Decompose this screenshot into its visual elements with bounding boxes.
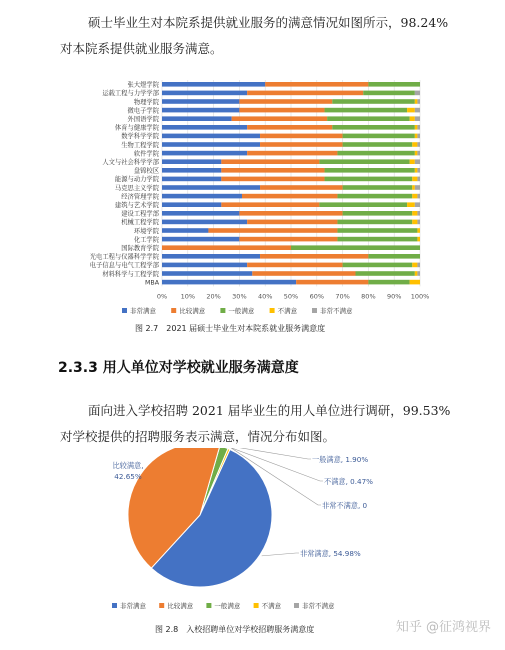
bar-segment (415, 108, 420, 113)
bar-segment (162, 220, 247, 225)
bar-segment (162, 263, 247, 268)
bar-segment (415, 271, 418, 276)
slice-label: 非常满意, 54.98% (300, 549, 361, 558)
bar-segment (412, 211, 417, 216)
bar-segment (417, 151, 420, 156)
category-label: 光电工程与仪器科学学院 (89, 253, 159, 261)
bar-segment (412, 220, 417, 225)
bar-segment (296, 280, 368, 285)
x-tick-label: 100% (410, 292, 430, 301)
legend-swatch (206, 603, 211, 608)
intro-line-1: 硕士毕业生对本院系提供就业服务的满意情况如图所示，98.24% (88, 15, 449, 30)
slice-label: 非常不满意, 0 (322, 501, 368, 510)
bar-segment (221, 168, 324, 173)
bar-segment (417, 168, 420, 173)
bar-segment (162, 159, 221, 164)
bar-segment (208, 228, 337, 233)
category-label: 环境学院 (133, 227, 159, 235)
bar-segment (337, 237, 417, 242)
bar-segment (332, 125, 415, 130)
bar-segment (417, 142, 420, 147)
bar-segment (412, 185, 415, 190)
bar-segment (325, 108, 408, 113)
bar-segment (368, 82, 420, 87)
bar-segment (221, 202, 319, 207)
bar-segment (412, 263, 417, 268)
bar-segment (417, 228, 420, 233)
bar-segment (239, 237, 337, 242)
bar-segment (260, 185, 343, 190)
legend-swatch (122, 308, 127, 313)
bar-segment (410, 280, 420, 285)
bar-segment (415, 168, 418, 173)
bar-segment (162, 116, 232, 121)
x-tick-label: 10% (180, 292, 196, 301)
category-label: 体育与健康学院 (114, 124, 159, 132)
bar-segment (162, 142, 260, 147)
legend-swatch (220, 308, 225, 313)
category-label: 盘锦校区 (133, 167, 159, 175)
bar-segment (417, 134, 420, 139)
bar-segment (415, 202, 420, 207)
bar-segment (415, 91, 420, 96)
category-label: 人文与社会科学学部 (102, 159, 159, 166)
legend-label: 比较满意 (179, 307, 206, 315)
bar-segment (247, 263, 342, 268)
slice-label: 一般满意, 1.90% (312, 455, 369, 464)
bar-segment (417, 99, 420, 104)
slice-label-line1: 比较满意, (112, 461, 144, 470)
legend-label: 非常不满意 (320, 307, 353, 315)
bar-segment (319, 159, 409, 164)
legend-swatch (112, 603, 117, 608)
bar-segment (242, 194, 337, 199)
x-tick-label: 60% (309, 292, 325, 301)
bar-segment (162, 134, 260, 139)
section-heading: 2.3.3 用人单位对学校就业服务满意度 (58, 360, 299, 376)
pie-chart (80, 448, 440, 618)
legend-swatch (254, 603, 259, 608)
bar-segment (410, 116, 415, 121)
bar-segment (327, 116, 410, 121)
legend-swatch (270, 308, 275, 313)
bar-segment (337, 194, 412, 199)
bar-segment (343, 263, 413, 268)
bar-segment (337, 228, 417, 233)
category-label: 软件学院 (133, 150, 159, 158)
bar-segment (162, 108, 239, 113)
bar-segment (319, 202, 407, 207)
bar-segment (417, 125, 420, 130)
category-label: 建设工程学部 (121, 210, 159, 218)
bar-segment (337, 220, 412, 225)
bar-segment (162, 280, 296, 285)
intro-line-2: 对本院系提供就业服务满意。 (60, 41, 223, 56)
x-tick-label: 50% (283, 292, 299, 301)
bar-segment (162, 194, 242, 199)
bar-segment (162, 151, 247, 156)
bar-segment (368, 280, 409, 285)
bar-segment (260, 142, 343, 147)
bar-segment (417, 237, 420, 242)
figure-caption-2-7: 图 2.7 2021 届硕士毕业生对本院系就业服务满意度 (135, 324, 326, 333)
legend-label: 比较满意 (167, 602, 194, 610)
category-label: 国际教育学院 (121, 245, 159, 252)
legend-label: 不满意 (261, 602, 282, 610)
category-label: 机械工程学院 (121, 219, 159, 227)
bar-segment (417, 263, 420, 268)
bar-segment (162, 99, 239, 104)
category-label: 物理学院 (133, 98, 159, 106)
bar-segment (291, 245, 420, 250)
bar-segment (247, 220, 337, 225)
bar-segment (162, 125, 247, 130)
category-label: 数学科学学院 (121, 133, 159, 141)
category-label: 微电子学院 (127, 107, 159, 115)
category-label: 化工学院 (133, 236, 159, 244)
bar-segment (325, 168, 415, 173)
bar-segment (247, 151, 337, 156)
watermark: 知乎 @征鸿视界 (395, 620, 491, 635)
employer-paragraph (60, 398, 480, 450)
bar-segment (415, 159, 420, 164)
bar-segment (368, 254, 420, 259)
intro-paragraph (60, 10, 480, 62)
legend-label: 非常满意 (130, 307, 156, 315)
x-tick-label: 0% (156, 292, 168, 301)
category-label: 建筑与艺术学院 (114, 202, 159, 209)
bar-segment (239, 211, 342, 216)
slice-label: 不满意, 0.47% (324, 477, 373, 486)
bar-segment (412, 177, 417, 182)
bar-segment (162, 91, 247, 96)
bar-segment (415, 116, 420, 121)
bar-segment (415, 125, 418, 130)
x-tick-label: 90% (386, 292, 402, 301)
x-tick-label: 40% (257, 292, 273, 301)
bar-segment (325, 177, 413, 182)
legend-swatch (312, 308, 317, 313)
category-label: 经济管理学院 (121, 193, 159, 201)
category-label: 运载工程与力学学部 (102, 90, 159, 98)
bar-segment (247, 91, 363, 96)
employer-line-1: 面向进入学校招聘 2021 届毕业生的用人单位进行调研，99.53% (88, 403, 451, 418)
category-label: 能源与动力学院 (114, 176, 159, 184)
bar-segment (417, 177, 420, 182)
bar-segment (239, 108, 324, 113)
legend-swatch (294, 603, 299, 608)
bar-segment (412, 142, 417, 147)
bar-segment (247, 125, 332, 130)
bar-segment (417, 211, 420, 216)
bar-segment (417, 271, 420, 276)
bar-segment (363, 91, 415, 96)
bar-segment (410, 159, 415, 164)
bar-segment (415, 151, 418, 156)
legend-label: 非常不满意 (302, 602, 335, 610)
bar-segment (407, 202, 415, 207)
bar-segment (417, 220, 420, 225)
category-label: 生物工程学院 (121, 141, 159, 149)
bar-segment (343, 142, 413, 147)
legend-label: 非常满意 (120, 602, 146, 610)
category-label: 张大煜学院 (127, 81, 159, 89)
category-label: 马克思主义学院 (114, 184, 159, 192)
bar-segment (162, 237, 239, 242)
bar-segment (343, 211, 413, 216)
bar-segment (412, 194, 417, 199)
category-label: 电子信息与电气工程学部 (89, 262, 159, 270)
bar-segment (260, 254, 368, 259)
legend-label: 一般满意 (214, 602, 241, 610)
bar-segment (343, 134, 415, 139)
bar-chart (60, 72, 440, 322)
bar-segment (232, 116, 327, 121)
x-tick-label: 80% (361, 292, 376, 301)
bar-segment (239, 99, 332, 104)
legend-label: 不满意 (277, 307, 298, 315)
bar-segment (337, 151, 414, 156)
bar-segment (162, 168, 221, 173)
bar-segment (265, 82, 368, 87)
bar-segment (162, 245, 291, 250)
leader-line (262, 553, 299, 556)
bar-segment (343, 185, 413, 190)
bar-segment (162, 228, 208, 233)
category-label: MBA (144, 279, 159, 287)
bar-segment (162, 82, 265, 87)
bar-segment (260, 134, 343, 139)
legend-swatch (171, 308, 176, 313)
bar-segment (221, 177, 324, 182)
bar-segment (415, 185, 420, 190)
bar-segment (415, 134, 418, 139)
bar-segment (332, 99, 415, 104)
bar-segment (407, 108, 415, 113)
x-tick-label: 70% (335, 292, 350, 301)
bar-segment (356, 271, 415, 276)
bar-segment (162, 177, 221, 182)
bar-segment (162, 254, 260, 259)
category-label: 外国语学院 (127, 116, 159, 123)
bar-segment (252, 271, 355, 276)
bar-segment (162, 202, 221, 207)
employer-line-2: 对学校提供的招聘服务表示满意，情况分布如图。 (60, 429, 336, 444)
bar-segment (162, 211, 239, 216)
bar-segment (162, 185, 260, 190)
figure-caption-2-8: 图 2.8 入校招聘单位对学校招聘服务满意度 (155, 625, 315, 634)
bar-segment (162, 271, 252, 276)
x-tick-label: 20% (206, 292, 221, 301)
legend-swatch (159, 603, 164, 608)
bar-segment (417, 194, 420, 199)
slice-label-line2: 42.65% (114, 472, 142, 481)
legend-label: 一般满意 (228, 307, 255, 315)
x-tick-label: 30% (232, 292, 247, 301)
category-label: 材料科学与工程学院 (102, 270, 159, 278)
bar-segment (415, 99, 418, 104)
bar-segment (221, 159, 319, 164)
